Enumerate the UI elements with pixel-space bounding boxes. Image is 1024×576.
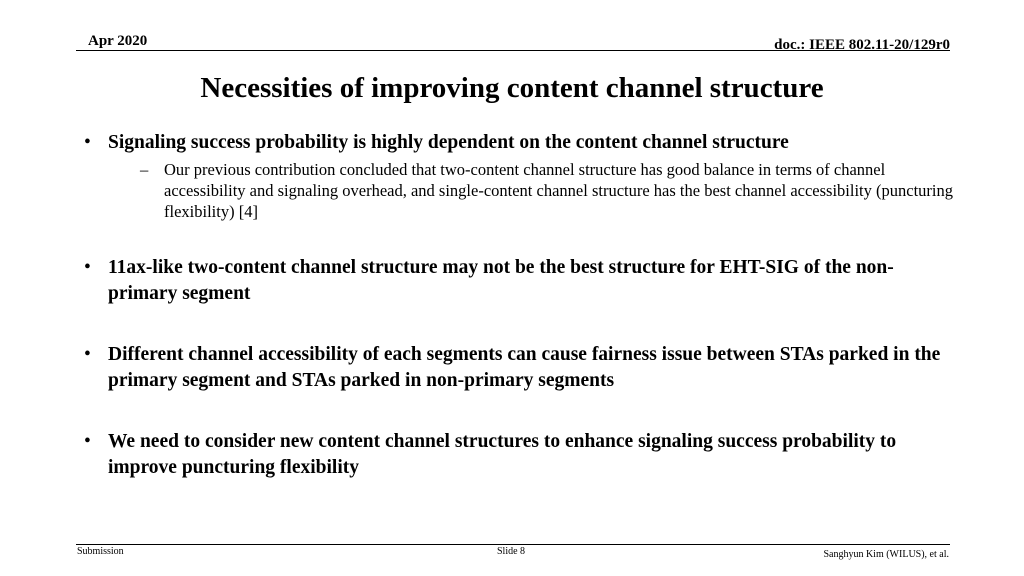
spacer (84, 307, 956, 342)
bullet-text: Different channel accessibility of each segments can cause fairness issue between STAs parked in the primary segment and STAs parked in non-primary segments (108, 344, 941, 391)
spacer (84, 222, 956, 255)
header-date: Apr 2020 (88, 33, 148, 49)
footer-submission: Submission (77, 546, 124, 557)
bullet-item (84, 342, 956, 394)
dash-icon: – (140, 160, 149, 179)
bullet-item (84, 130, 956, 222)
sub-bullet-item (140, 159, 956, 222)
bullet-icon: • (84, 132, 91, 153)
bullet-icon: • (84, 344, 91, 365)
bullet-item (84, 429, 956, 481)
sub-bullet-text: Our previous contribution concluded that two-content channel structure has good balance in terms of channel accessibility and signaling overhead, and single-content channel structure has the best channel accessibility (puncturing flexibility) [4] (164, 160, 953, 221)
footer-author: Sanghyun Kim (WILUS), et al. (823, 549, 949, 560)
bullet-text: 11ax-like two-content channel structure may not be the best structure for EHT-SIG of the non-primary segment (108, 257, 894, 304)
spacer (84, 394, 956, 429)
header-divider (76, 50, 950, 51)
bullet-item (84, 255, 956, 307)
bullet-icon: • (84, 431, 91, 452)
slide-body (84, 130, 956, 481)
footer-divider (76, 544, 950, 545)
bullet-icon: • (84, 257, 91, 278)
slide-title: Necessities of improving content channel structure (200, 72, 824, 104)
bullet-text: Signaling success probability is highly dependent on the content channel structure (108, 132, 789, 153)
bullet-text: We need to consider new content channel structures to enhance signaling success probability to improve puncturing flexibility (108, 431, 897, 478)
footer-slide-number: Slide 8 (497, 546, 526, 557)
header-doc-id: doc.: IEEE 802.11-20/129r0 (774, 37, 950, 53)
